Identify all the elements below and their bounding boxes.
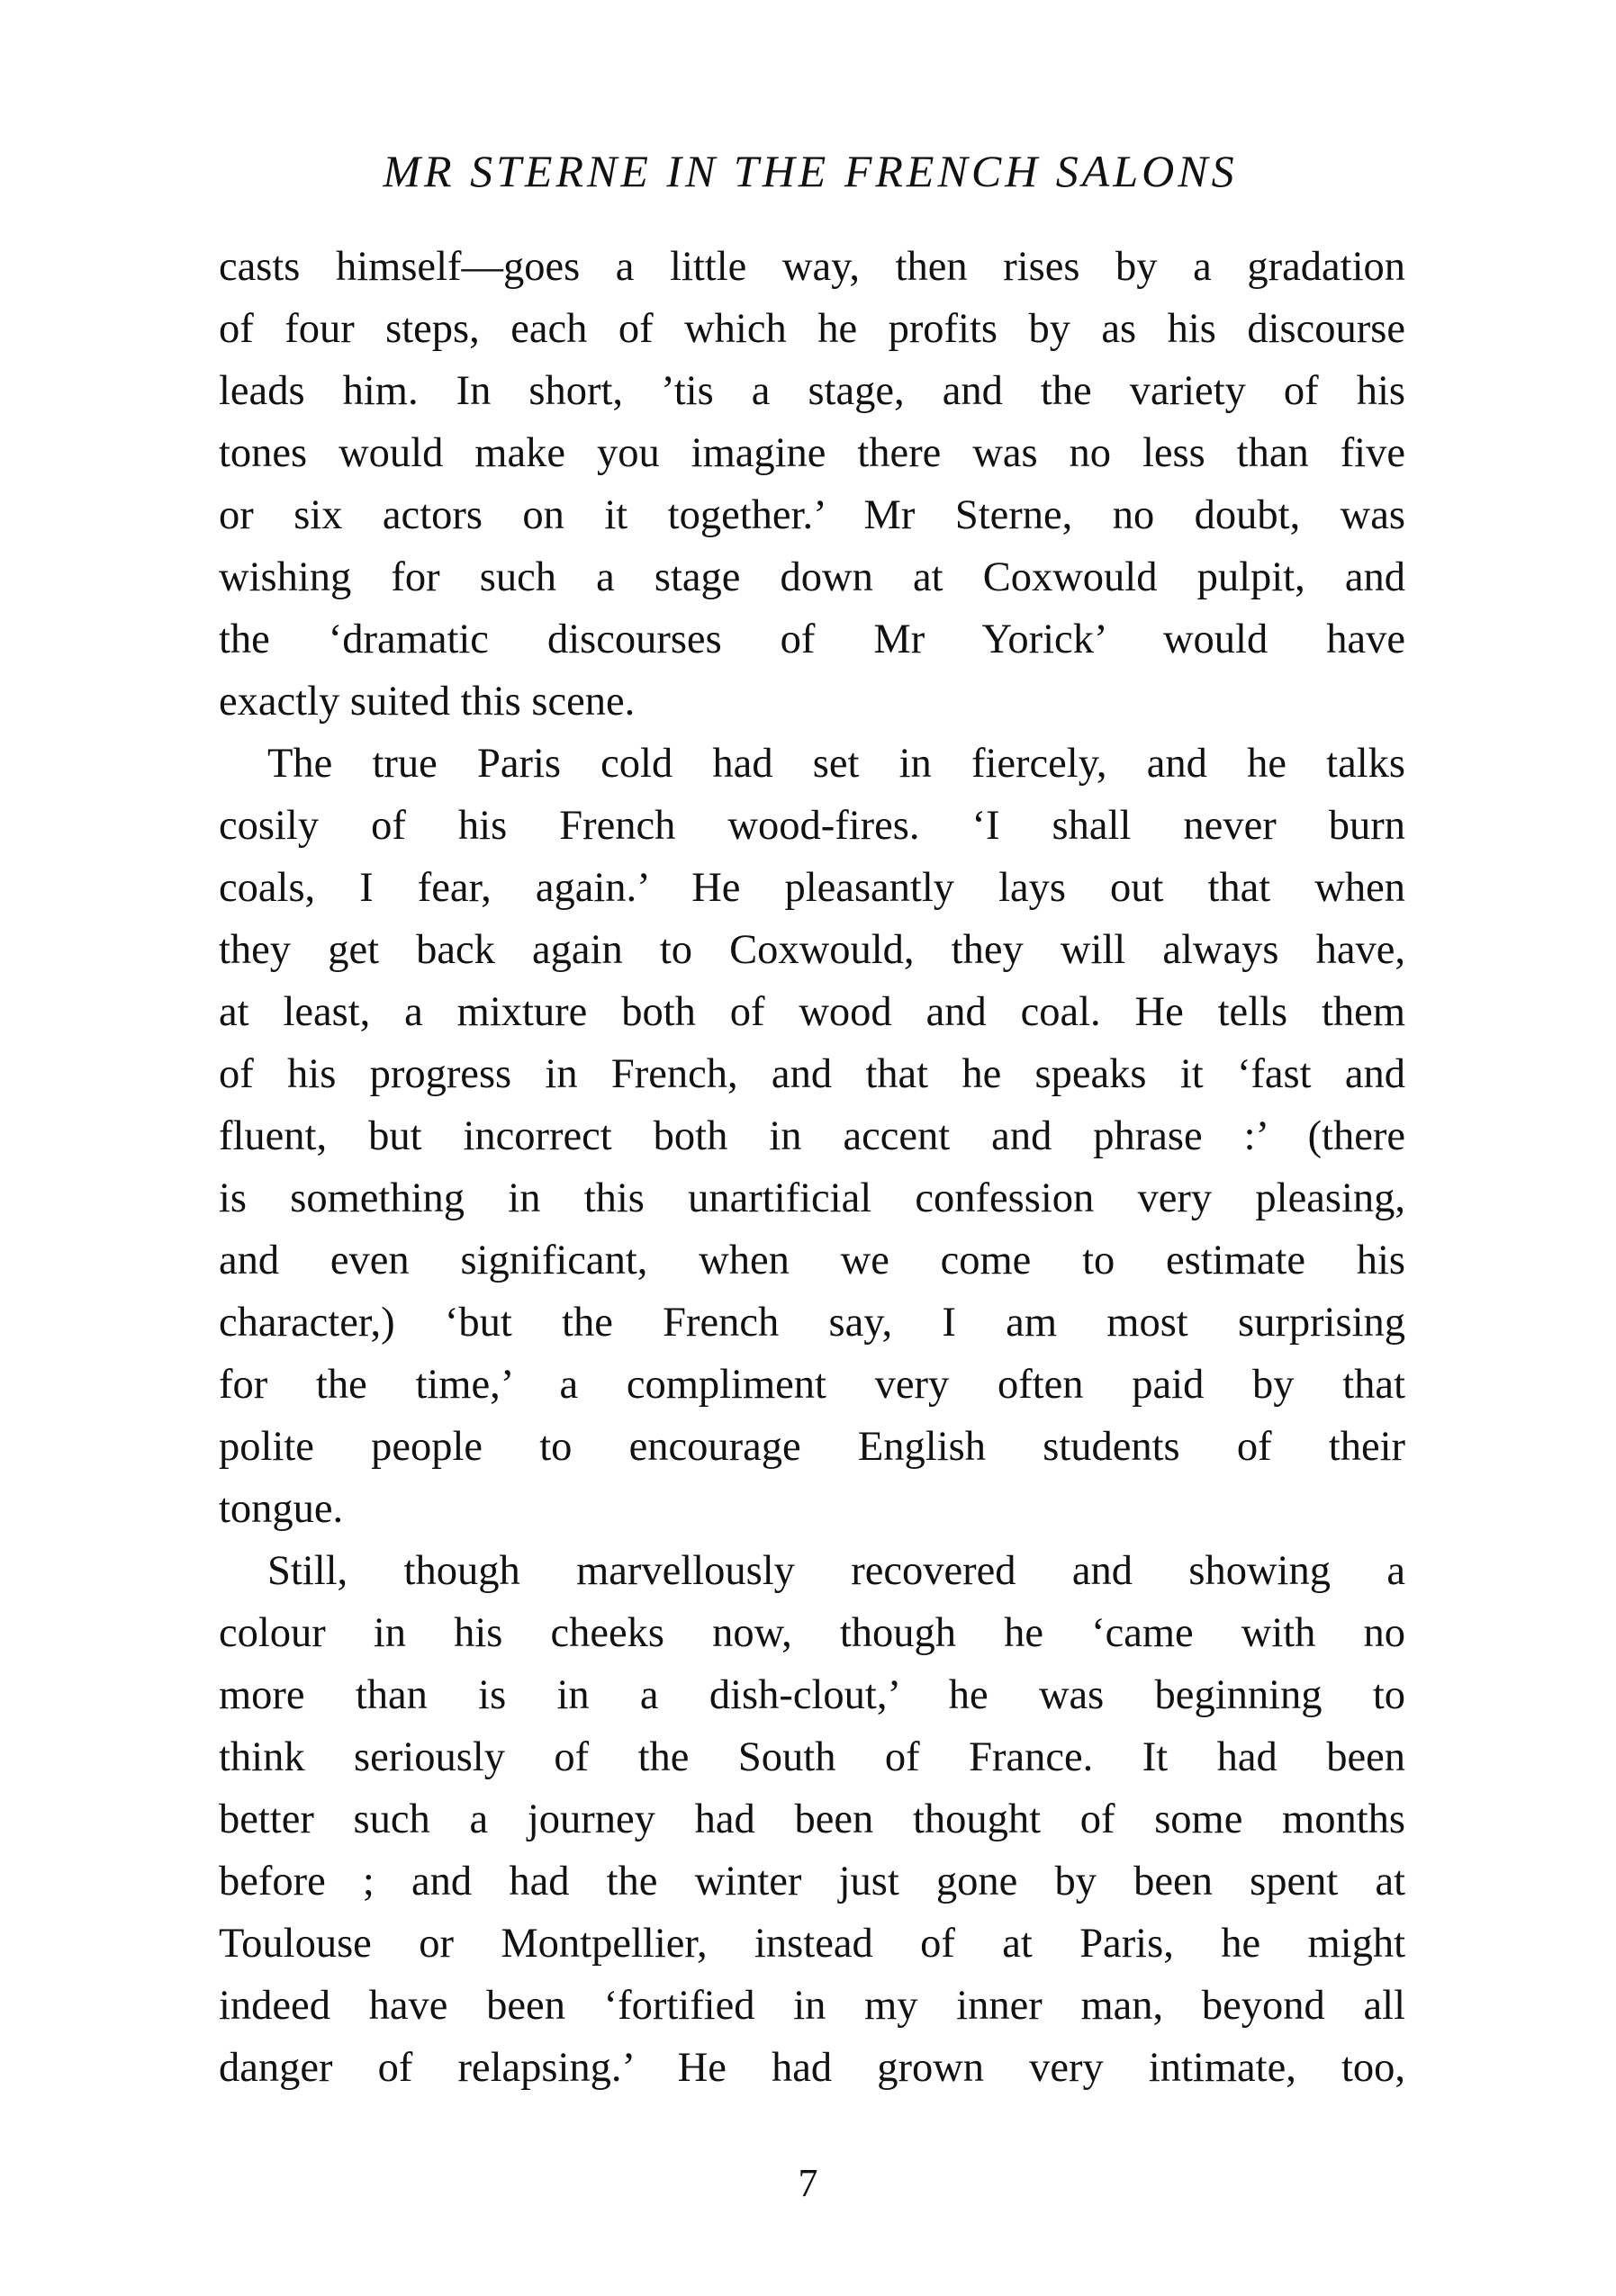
text-line: colour in his cheeks now, though he ‘came with no <box>219 1610 1405 1656</box>
text-line: more than is in a dish-clout,’ he was beginning to <box>219 1672 1405 1718</box>
paragraph-start-line: Still, though marvellously recovered and showing a <box>267 1548 1405 1594</box>
text-line: before ; and had the winter just gone by been spent at <box>219 1859 1405 1904</box>
text-line: is something in this unartificial confession very pleasing, <box>219 1175 1405 1221</box>
running-head: MR STERNE IN THE FRENCH SALONS <box>383 146 1238 196</box>
text-line: tongue. <box>219 1486 344 1532</box>
text-line: casts himself—goes a little way, then rises by a gradation <box>219 244 1405 290</box>
text-line: Toulouse or Montpellier, instead of at Paris, he might <box>219 1921 1405 1967</box>
text-line: fluent, but incorrect both in accent and phrase :’ (there <box>219 1113 1405 1159</box>
text-line: they get back again to Coxwould, they will always have, <box>219 927 1405 973</box>
text-line: better such a journey had been thought of some months <box>219 1796 1405 1842</box>
paragraph-start-line: The true Paris cold had set in fiercely, and he talks <box>267 741 1405 787</box>
text-line: indeed have been ‘fortified in my inner man, beyond all <box>219 1983 1405 2029</box>
text-line: cosily of his French wood-fires. ‘I shall never burn <box>219 803 1405 849</box>
text-line: polite people to encourage English students of their <box>219 1424 1405 1470</box>
text-line: leads him. In short, ’tis a stage, and the variety of his <box>219 368 1405 414</box>
text-line: think seriously of the South of France. It had been <box>219 1734 1405 1780</box>
text-line: character,) ‘but the French say, I am most surprising <box>219 1300 1405 1346</box>
text-line: of four steps, each of which he profits by as his discourse <box>219 306 1405 352</box>
text-line: wishing for such a stage down at Coxwould pulpit, and <box>219 554 1405 600</box>
text-line: danger of relapsing.’ He had grown very intimate, too, <box>219 2045 1405 2091</box>
text-line: of his progress in French, and that he speaks it ‘fast and <box>219 1051 1405 1097</box>
page-body <box>219 236 1405 2099</box>
text-line: exactly suited this scene. <box>219 679 636 725</box>
text-line: coals, I fear, again.’ He pleasantly lays out that when <box>219 865 1405 911</box>
text-line: at least, a mixture both of wood and coal. He tells them <box>219 989 1405 1035</box>
text-line: and even significant, when we come to estimate his <box>219 1238 1405 1283</box>
text-line: or six actors on it together.’ Mr Sterne, no doubt, was <box>219 492 1405 538</box>
text-line: for the time,’ a compliment very often paid by that <box>219 1362 1405 1408</box>
text-line: tones would make you imagine there was no less than five <box>219 430 1405 476</box>
text-line: the ‘dramatic discourses of Mr Yorick’ would have <box>219 617 1405 662</box>
page-number: 7 <box>798 2161 818 2205</box>
